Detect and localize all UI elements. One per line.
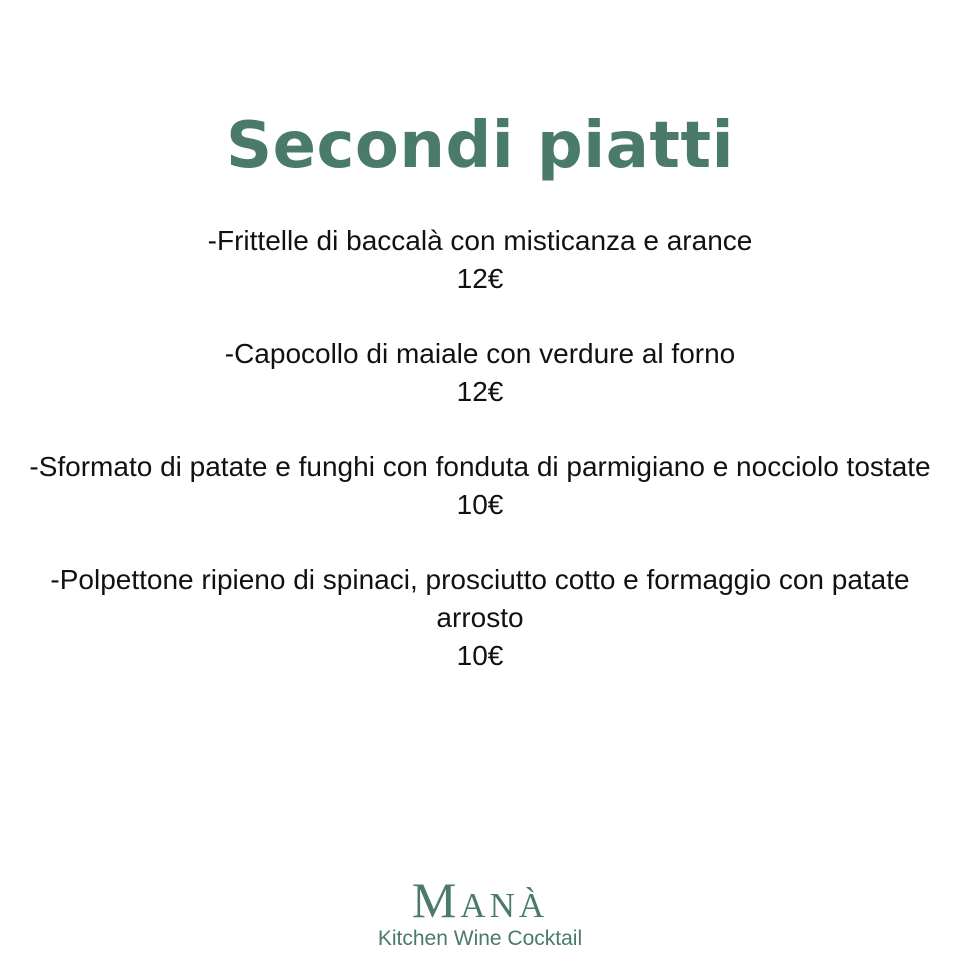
dish-name: -Sformato di patate e funghi con fonduta di parmigiano e nocciolo tostate	[29, 451, 931, 482]
dish-name: -Capocollo di maiale con verdure al forno	[224, 338, 736, 369]
dish-price: 10€	[456, 640, 504, 671]
dish-item	[0, 222, 960, 298]
dish-item	[0, 335, 960, 411]
dish-name: -Polpettone ripieno di spinaci, prosciutto cotto e formaggio con patate arrosto	[50, 564, 910, 633]
brand-logo	[0, 872, 960, 952]
brand-name: Manà	[411, 872, 549, 928]
dish-item	[0, 561, 960, 675]
dish-list	[0, 222, 960, 712]
page-title: Secondi piatti	[225, 109, 735, 183]
brand-tagline: Kitchen Wine Cocktail	[377, 927, 583, 950]
dish-price: 10€	[456, 489, 504, 520]
dish-name: -Frittelle di baccalà con misticanza e arance	[207, 225, 753, 256]
dish-item	[0, 448, 960, 524]
dish-price: 12€	[456, 376, 504, 407]
dish-price: 12€	[456, 263, 504, 294]
